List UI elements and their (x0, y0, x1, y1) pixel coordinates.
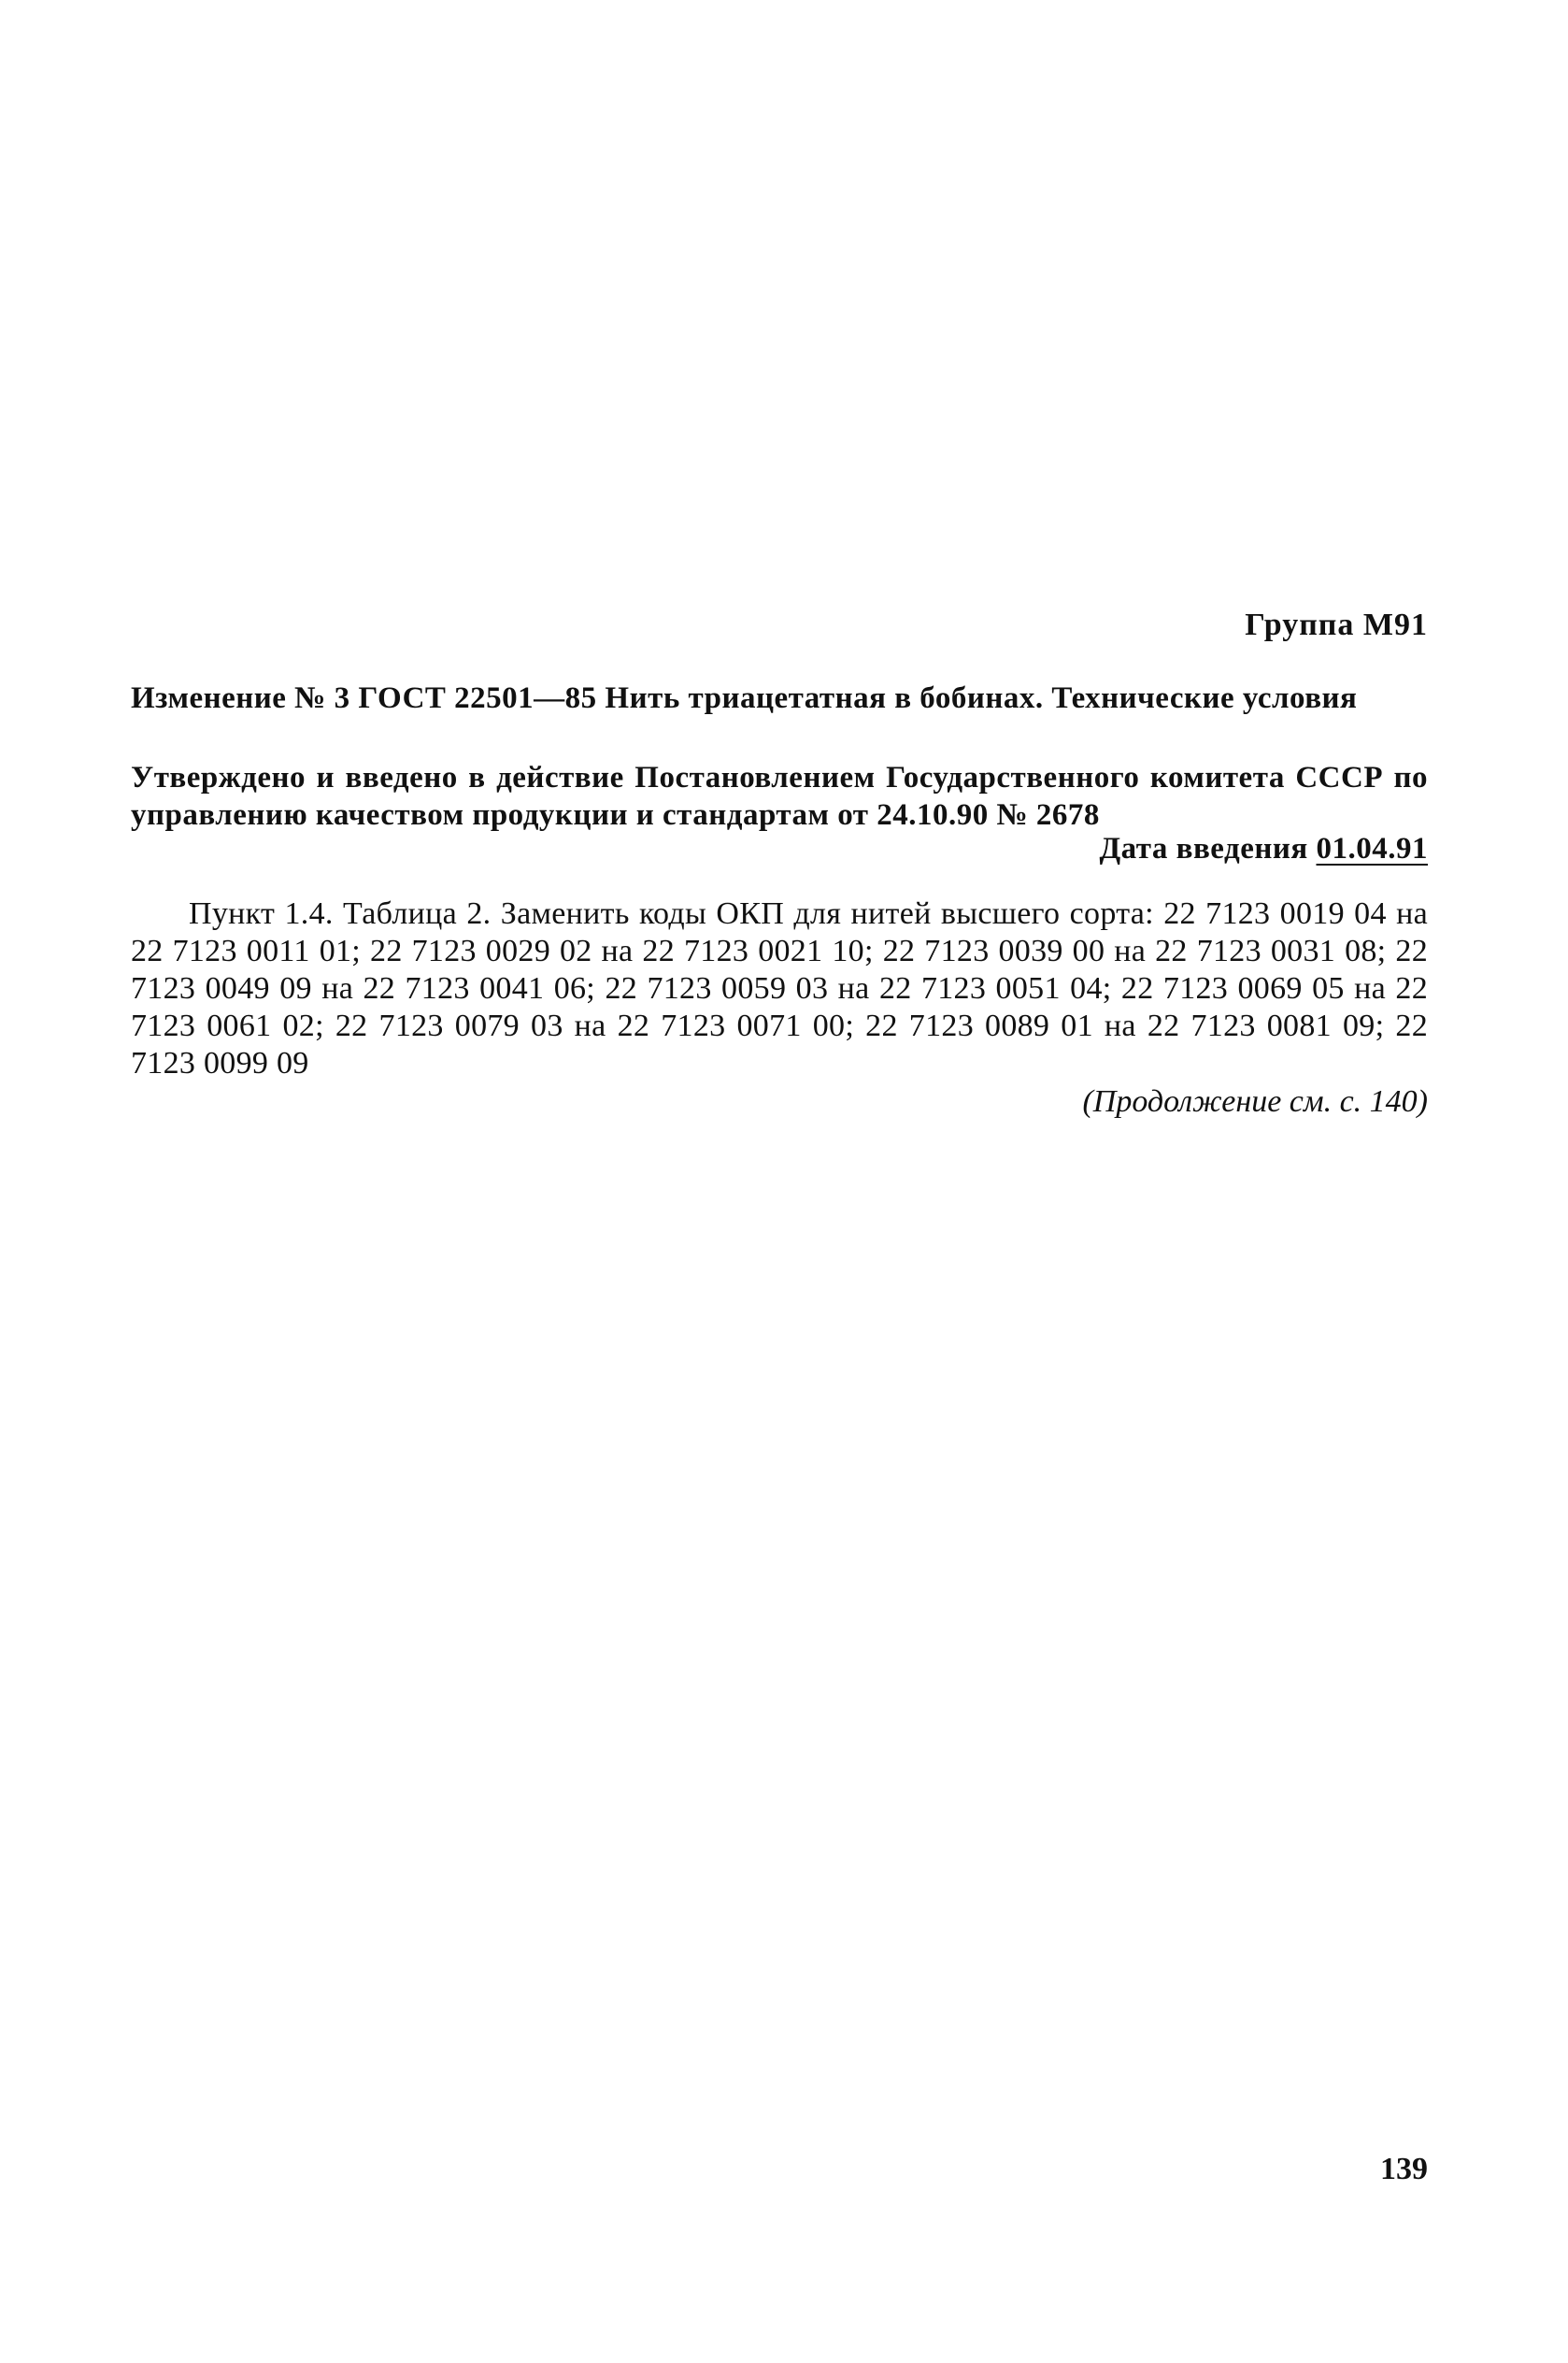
approval-statement: Утверждено и введено в действие Постановлением Государственного комитета СССР по управлению качеством продукции и стандартам от 24.10.90 № 2678 (131, 761, 1428, 832)
document-title: Изменение № 3 ГОСТ 22501—85 Нить триацетатная в бобинах. Технические условия (131, 681, 1358, 715)
continuation-note: (Продолжение см. с. 140) (1082, 1084, 1428, 1119)
introduction-date-value: 01.04.91 (1316, 832, 1428, 866)
introduction-date-label: Дата введения (1099, 832, 1308, 866)
group-label: Группа М91 (1245, 608, 1428, 642)
introduction-date (131, 832, 1428, 866)
amendment-body: Пункт 1.4. Таблица 2. Заменить коды ОКП для нитей высшего сорта: 22 7123 0019 04 на 22 7123 0011 01; 22 7123 0029 02 на 22 7123 0021 10; 22 7123 0039 00 на 22 7123 0031 08; 22 7123 0049 09 на 22 7123 0041 06; 22 7123 0059 03 на 22 7123 0051 04; 22 7123 0069 05 на 22 7123 0061 02; 22 7123 0079 03 на 22 7123 0071 00; 22 7123 0089 01 на 22 7123 0081 09; 22 7123 0099 09 (131, 896, 1428, 1081)
page-number: 139 (1380, 2152, 1428, 2186)
